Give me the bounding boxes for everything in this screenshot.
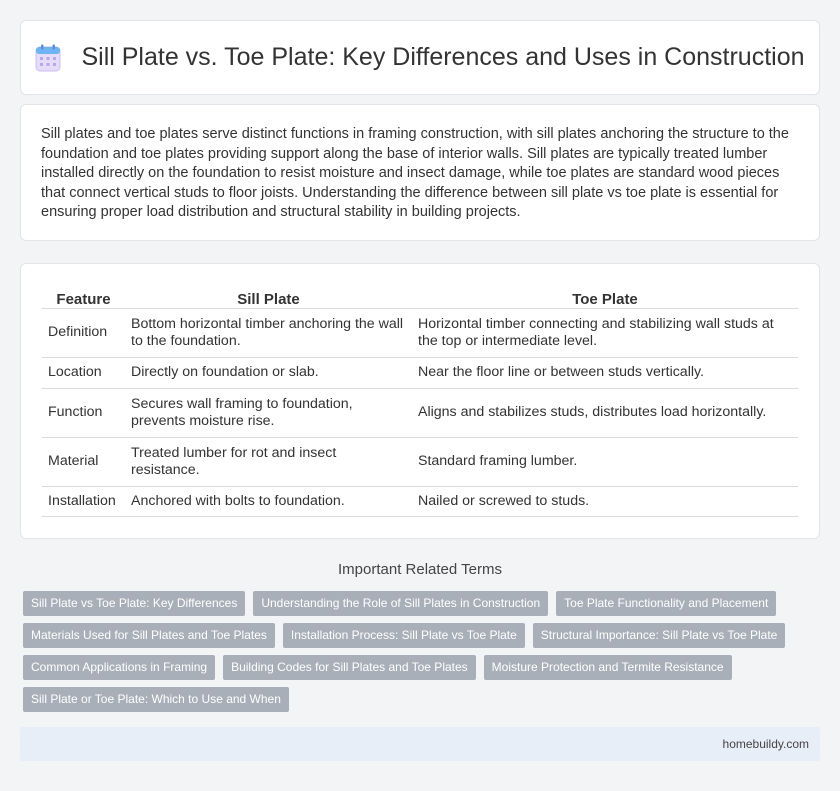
sill-plate-cell: Directly on foundation or slab. [125,357,412,388]
related-term-tag[interactable]: Sill Plate or Toe Plate: Which to Use and When [23,687,289,712]
toe-plate-cell: Standard framing lumber. [412,437,798,486]
sill-plate-cell: Bottom horizontal timber anchoring the wall to the foundation. [125,308,412,357]
sill-plate-cell: Treated lumber for rot and insect resistance. [125,437,412,486]
table-row [42,486,798,516]
header-card [20,20,820,95]
related-terms-heading: Important Related Terms [338,561,502,578]
related-term-tag[interactable]: Toe Plate Functionality and Placement [556,591,776,616]
sill-plate-cell: Anchored with bolts to foundation. [125,486,412,516]
sill-plate-cell: Secures wall framing to foundation, prevents moisture rise. [125,388,412,437]
table-row [42,437,798,486]
comparison-table [42,285,798,517]
toe-plate-cell: Aligns and stabilizes studs, distributes load horizontally. [412,388,798,437]
column-header-feature: Feature [42,285,125,308]
related-term-tag[interactable]: Common Applications in Framing [23,655,215,680]
related-term-tag[interactable]: Building Codes for Sill Plates and Toe Plates [223,655,476,680]
intro-card [20,104,820,241]
page-title: Sill Plate vs. Toe Plate: Key Differences and Uses in Construction [81,43,805,71]
feature-cell: Material [42,437,125,486]
related-term-tag[interactable]: Understanding the Role of Sill Plates in Construction [253,591,548,616]
toe-plate-cell: Near the floor line or between studs vertically. [412,357,798,388]
table-row [42,357,798,388]
column-header-sill-plate: Sill Plate [125,285,412,308]
feature-cell: Definition [42,308,125,357]
title-row [21,43,819,72]
feature-cell: Installation [42,486,125,516]
table-row [42,388,798,437]
toe-plate-cell: Nailed or screwed to studs. [412,486,798,516]
comparison-card [20,263,820,539]
table-row [42,308,798,357]
table-header-row [42,285,798,308]
related-term-tag[interactable]: Sill Plate vs Toe Plate: Key Differences [23,591,245,616]
feature-cell: Location [42,357,125,388]
toe-plate-cell: Horizontal timber connecting and stabilizing wall studs at the top or intermediate level. [412,308,798,357]
column-header-toe-plate: Toe Plate [412,285,798,308]
related-term-tag[interactable]: Installation Process: Sill Plate vs Toe Plate [283,623,525,648]
feature-cell: Function [42,388,125,437]
calendar-icon [35,44,61,72]
related-term-tag[interactable]: Moisture Protection and Termite Resistance [484,655,732,680]
footer-site-link[interactable]: homebuildy.com [722,737,809,751]
intro-paragraph: Sill plates and toe plates serve distinct functions in framing construction, with sill plates anchoring the structure to the foundation and toe plates providing support along the base of interior walls. Sill plates are typically treated lumber installed directly on the foundation to resist moisture and insect damage, while toe plates are standard wood pieces that connect vertical studs to floor joists. Understanding the difference between sill plate vs toe plate is essential for ensuring proper load distribution and structural stability in building projects. [41,126,789,220]
related-term-tag[interactable]: Materials Used for Sill Plates and Toe Plates [23,623,275,648]
related-terms-list [23,591,813,719]
footer [20,727,820,761]
related-term-tag[interactable]: Structural Importance: Sill Plate vs Toe Plate [533,623,786,648]
